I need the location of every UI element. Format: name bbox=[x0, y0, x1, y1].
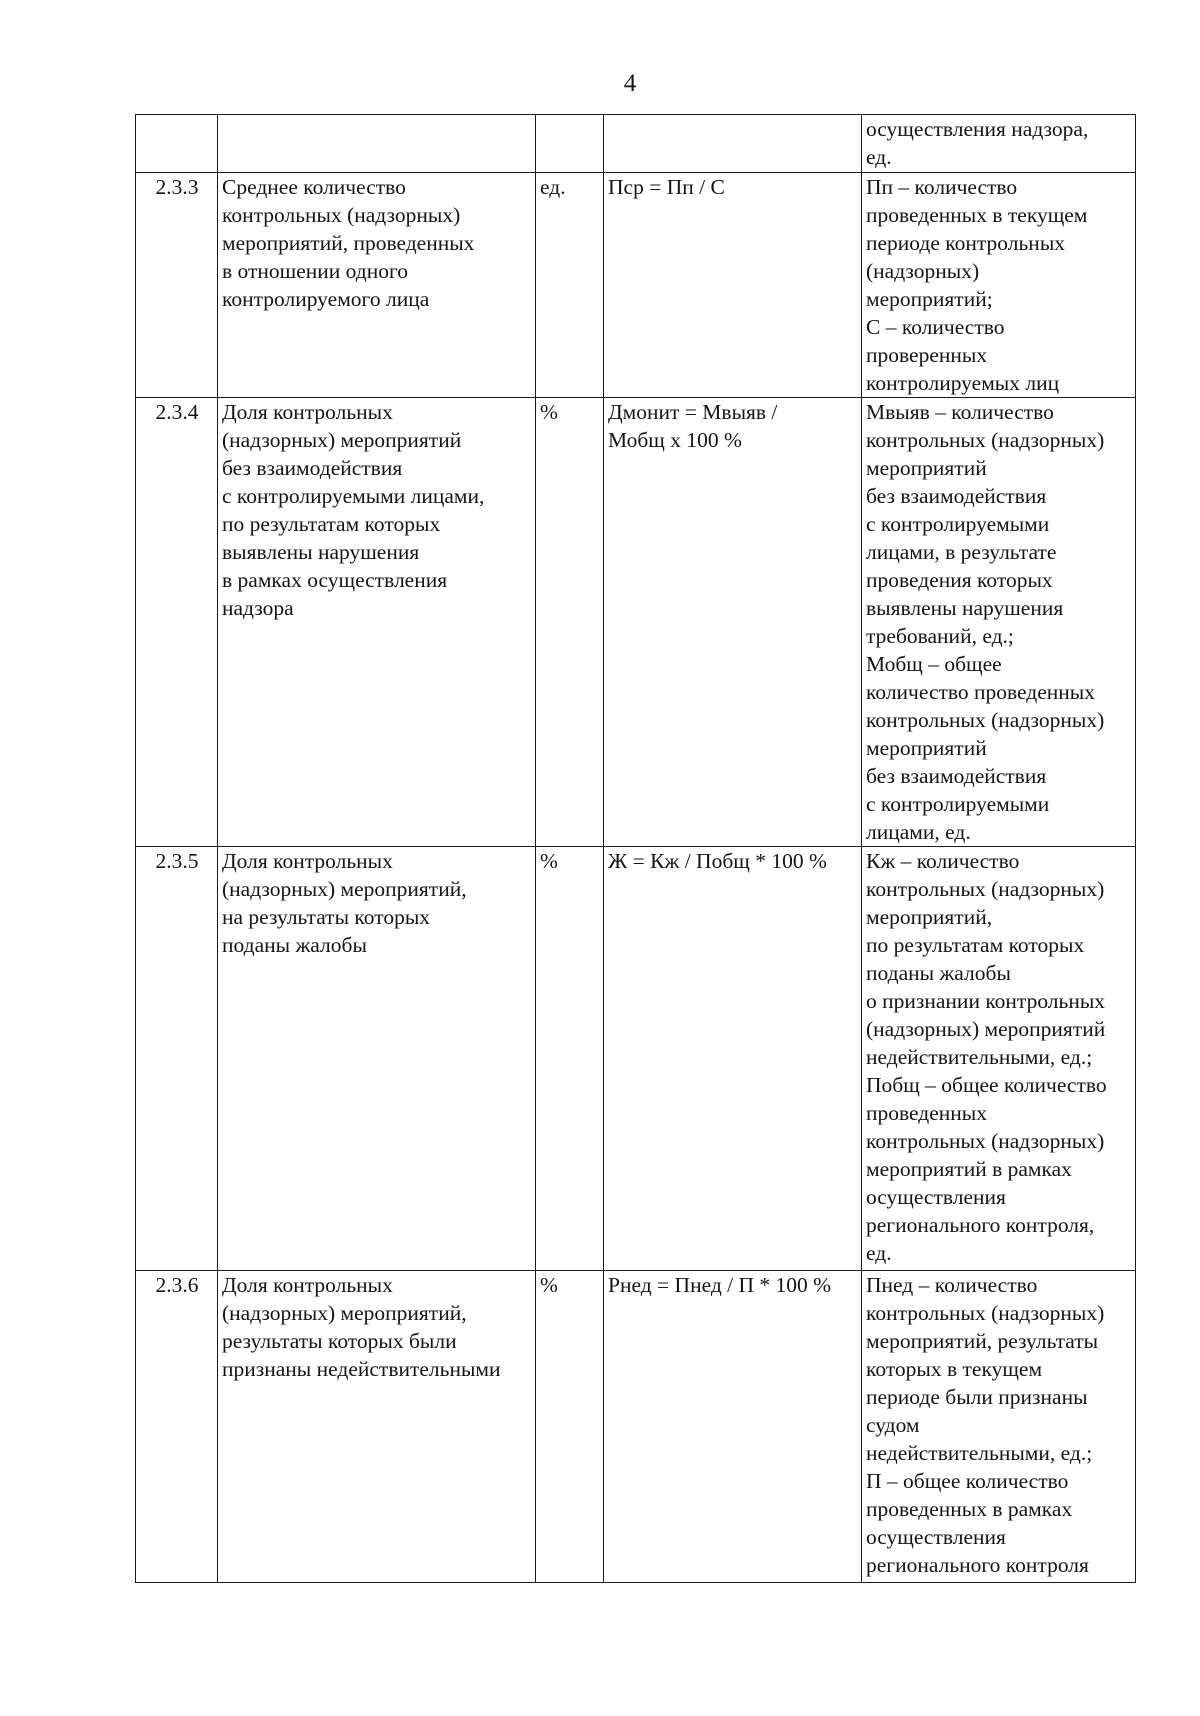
indicator-name: Доля контрольных (надзорных) мероприятий, на результаты которых поданы жалобы bbox=[218, 847, 536, 1271]
indicator-formula: Ж = Кж / Побщ * 100 % bbox=[604, 847, 862, 1271]
indicator-number: 2.3.5 bbox=[136, 847, 218, 1271]
indicator-unit: % bbox=[536, 847, 604, 1271]
indicator-name: Среднее количество контрольных (надзорных) мероприятий, проведенных в отношении одного контролируемого лица bbox=[218, 173, 536, 398]
indicator-unit bbox=[536, 115, 604, 173]
table-row bbox=[136, 173, 1136, 398]
indicator-formula bbox=[604, 115, 862, 173]
table-row bbox=[136, 1271, 1136, 1583]
indicator-formula: Дмонит = Мвыяв / Мобщ х 100 % bbox=[604, 398, 862, 847]
indicator-formula: Рнед = Пнед / П * 100 % bbox=[604, 1271, 862, 1583]
indicator-description: осуществления надзора, ед. bbox=[862, 115, 1136, 173]
indicator-number: 2.3.6 bbox=[136, 1271, 218, 1583]
indicator-formula: Пср = Пп / С bbox=[604, 173, 862, 398]
indicator-description: Мвыяв – количество контрольных (надзорных) мероприятий без взаимодействия с контролируемыми лицами, в результате проведения которых выявлены нарушения требований, ед.; Мобщ – общее количество проведенных контрольных (надзорных) мероприятий без взаимодействия с контролируемыми лицами, ед. bbox=[862, 398, 1136, 847]
indicator-unit: % bbox=[536, 1271, 604, 1583]
indicator-number bbox=[136, 115, 218, 173]
indicator-unit: % bbox=[536, 398, 604, 847]
indicator-name bbox=[218, 115, 536, 173]
table-row bbox=[136, 847, 1136, 1271]
table-row bbox=[136, 115, 1136, 173]
indicator-name: Доля контрольных (надзорных) мероприятий без взаимодействия с контролируемыми лицами, по результатам которых выявлены нарушения в рамках осуществления надзора bbox=[218, 398, 536, 847]
indicator-number: 2.3.3 bbox=[136, 173, 218, 398]
indicator-unit: ед. bbox=[536, 173, 604, 398]
page-number: 4 bbox=[623, 70, 637, 97]
indicators-table bbox=[135, 114, 1136, 1583]
indicator-description: Пп – количество проведенных в текущем периоде контрольных (надзорных) мероприятий; С – количество проверенных контролируемых лиц bbox=[862, 173, 1136, 398]
indicator-name: Доля контрольных (надзорных) мероприятий, результаты которых были признаны недействительными bbox=[218, 1271, 536, 1583]
table-row bbox=[136, 398, 1136, 847]
indicator-description: Пнед – количество контрольных (надзорных) мероприятий, результаты которых в текущем периоде были признаны судом недействительными, ед.; П – общее количество проведенных в рамках осуществления регионального контроля bbox=[862, 1271, 1136, 1583]
indicator-number: 2.3.4 bbox=[136, 398, 218, 847]
indicator-description: Кж – количество контрольных (надзорных) мероприятий, по результатам которых поданы жалобы о признании контрольных (надзорных) мероприятий недействительными, ед.; Побщ – общее количество проведенных контрольных (надзорных) мероприятий в рамках осуществления регионального контроля, ед. bbox=[862, 847, 1136, 1271]
